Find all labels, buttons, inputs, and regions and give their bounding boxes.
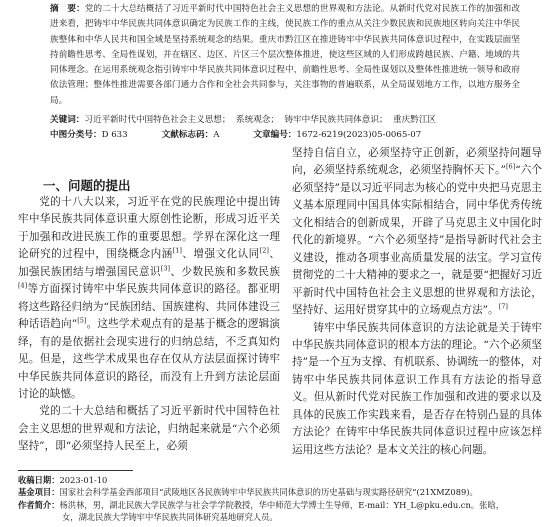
text: 、加强民族团结与增强国民意识 (18, 248, 281, 278)
citation: [7] (498, 302, 508, 311)
classification-line (50, 128, 530, 143)
keyword: 系统观念 (235, 115, 271, 125)
footnote-rule (18, 470, 133, 471)
citation: [6] (505, 162, 516, 171)
author-info (18, 499, 548, 511)
abstract (50, 2, 520, 109)
text: 党的二十大总结和概括了习近平新时代中国特色社会主义思想的世界观和方法论，归纳起来就是“六个必须坚持”，即“必须坚持人民至上，必须 (18, 405, 280, 453)
citation: [3] (160, 264, 171, 273)
doc-code-label: 文献标志码： (161, 130, 214, 140)
text: 这些学术观点有的是基于概念的逻辑演绎，有的是依据社会现实进行的归纳总结，不乏真知灼见。但是，这些学术成果也存在仅从方法层面探讨铸牢中华民族共同体意识的路径，而没有上升到方法论层面讨论的缺憾。 (18, 318, 281, 400)
footnotes (18, 474, 548, 523)
keywords-label: 关键词： (50, 115, 85, 125)
article-no-value: 1672-6219(2023)05-0065-07 (296, 130, 422, 140)
received-date (18, 474, 548, 486)
text: 坚持自信自立，必须坚持守正创新，必须坚持问题导向，必须坚持系统观念，必须坚持胸怀天下。” (292, 147, 542, 177)
text: 铸牢中华民族共同体意识的方法论就是关于铸牢中华民族共同体意识的根本方法的理论。“六个必须坚持”是一个互为支撑、有机联系、协调统一的整体，对铸牢中华民族共同体意识工作具有方法论的指导意义。但从新时代党对民族工作加强和改进的要求以及具体的民族工作实践来看，是否存在特别凸显的具体方法论？在铸牢中华民族共同体意识过程中应该怎样运用这些方法论？是本文关注的核心问题。 (292, 321, 542, 456)
paragraph-continued (292, 145, 542, 320)
fund-label: 基金项目： (18, 487, 60, 498)
citation: [4] (18, 281, 28, 290)
received-label: 收稿日期： (18, 475, 60, 485)
text: 、少数民族和多数民族 (170, 265, 281, 278)
right-column (292, 145, 542, 459)
keyword: 习近平新时代中国特色社会主义思想 (84, 115, 222, 125)
clc-value: D 633 (101, 130, 128, 140)
text: 、增强文化认同 (181, 248, 260, 261)
paragraph (292, 320, 542, 460)
keywords: 关键词：习近平新时代中国特色社会主义思想； 系统观念； 铸牢中华民族共同体意识； 重庆黔江区 (50, 115, 437, 125)
text: 等方面探讨铸牢中华民族共同体意识的路径。都亚明将这些路径归纳为“民族团结、国族建构、共同体建设三种话语趋向” (18, 283, 280, 331)
author-value: 杨洪林，男，湖北民族大学民族学与社会学学院教授，华中师范大学博士生导师，E-mail：YH_L@pku.edu.cn。张晗， (59, 499, 504, 510)
author-info-continued: 女，湖北民族大学铸牢中华民族共同体研究基地研究人员。 (62, 511, 278, 522)
section-title: 一、问题的提出 (43, 178, 131, 193)
paragraph: 党的十八大以来，习近平在党的民族理论中提出铸牢中华民族共同体意识重大原创性论断，形成习近平关于加强和改进民族工作的重要思想。学界在深化这一理论研究的过程中，围绕概念内涵[1]、增强文化认同[2]、加强民族团结与增强国民意识[3]、少数民族和多数民族[4]等方面探讨铸牢中华民族共同体意识的路径。都亚明将这些路径归纳为“民族团结、国族建构、共同体建设三种话语趋向”[5]。这些学术观点有的是基于概念的逻辑演绎，有的是依据社会现实进行的归纳总结，不乏真知灼见。但是，这些学术成果也存在仅从方法层面探讨铸牢中华民族共同体意识的路径，而没有上升到方法论层面讨论的缺憾。 (18, 196, 281, 400)
fund-value: 国家社会科学基金西部项目“武陵地区各民族铸牢中华民族共同体意识的历史基础与现实路径研究”(21XMZ089)。 (59, 487, 478, 498)
paragraph (18, 403, 280, 455)
article-no-label: 文章编号： (253, 130, 297, 140)
abstract-label: 摘 要： (50, 4, 85, 14)
keyword: 重庆黔江区 (393, 115, 437, 125)
keyword: 铸牢中华民族共同体意识 (284, 115, 379, 125)
text: 党的十八大以来，习近平在党的民族理论中提出铸牢中华民族共同体意识重大原创性论断，形成习近平关于加强和改进民族工作的重要思想。学界在深化这一理论研究的过程中，围绕概念内涵 (18, 196, 280, 261)
author-label: 作者简介： (18, 499, 60, 510)
doc-code-value: A (213, 130, 220, 140)
text: “六个必须坚持”是以习近平同志为核心的党中央把马克思主义基本原理同中国具体实际相结合，同中华优秀传统文化相结合的创新成果，开辟了马克思主义中国化时代化的新境界。“六个必须坚持”是指导新时代社会主义建设，推动各项事业高质量发展的法宝。学习宣传贯彻党的二十大精神的要求之一，就是要“把握好习近平新时代中国特色社会主义思想的世界观和方法论，坚持好、运用好贯穿其中的立场观点方法”。 (292, 164, 542, 317)
citation: [2] (259, 246, 269, 255)
abstract-text: 党的二十大总结概括了习近平新时代中国特色社会主义思想的世界观和方法论。从新时代党对民族工作的加强和改进来看，把铸牢中华民族共同体意识确定为民族工作的主线，使民族工作的重点从关注少数民族和民族地区转向关注中华民族整体和中华人民共和国全域是坚持系统观念的结果。重庆市黔江区在推进铸牢中华民族共同体意识过程中，在实践层面坚持前瞻性思考、全局性谋划，并在辖区、边区、片区三个层次整体推进，使这些区域的人们形成跨越民族、户籍、地域的共同体理念。在运用系统观念指引铸牢中华民族共同体意识过程中，前瞻性思考、全局性谋划以及整体性推进统一领导和政府依法管理；整体性推进需要各部门通力合作和全社会共同参与，关注事物的普遍联系，从全局谋划地方工作，以地方服务全局。 (50, 4, 520, 106)
fund-info (18, 486, 548, 498)
citation: [1] (172, 246, 182, 255)
left-column (18, 178, 280, 456)
clc-label: 中图分类号： (50, 130, 102, 140)
received-value: 2023-01-10 (59, 475, 108, 485)
citation: [5] (77, 316, 87, 325)
